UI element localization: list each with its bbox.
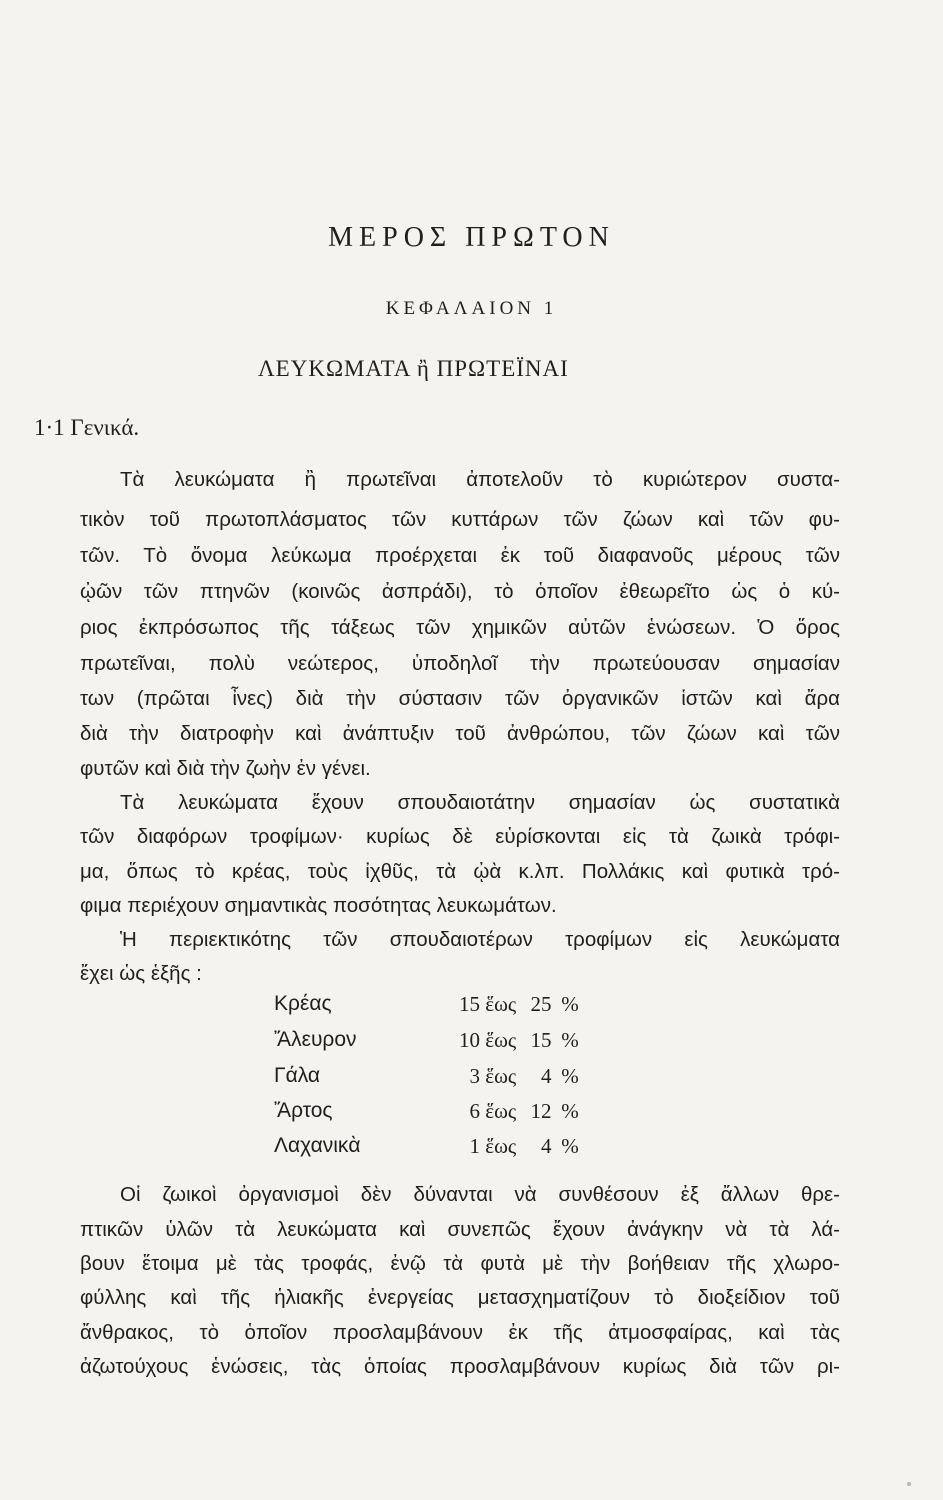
paragraph-line: ᾠῶν τῶν πτηνῶν (κοινῶς ἀσπράδι), τὸ ὁποῖον ἐθεωρεῖτο ὡς ὁ κύ- [80,580,840,603]
part-title: ΜΕΡΟΣ ΠΡΩΤΟΝ [328,222,615,253]
chapter-title: ΚΕΦΑΛΑΙΟΝ 1 [385,298,558,319]
range-from: 1 [469,1134,480,1158]
range-from: 15 [459,992,480,1016]
protein-range [450,1099,602,1124]
food-name: Γάλα [274,1064,321,1087]
paragraph-line: ἄνθρακος, τὸ ὁποῖον προσλαμβάνουν ἐκ τῆς ἀτμοσφαίρας, καὶ τὰς [80,1321,840,1344]
range-from: 3 [469,1064,480,1088]
range-connector: ἕως [485,1028,517,1052]
paragraph-line: Οἱ ζωικοὶ ὀργανισμοὶ δὲν δύνανται νὰ συνθέσουν ἐξ ἄλλων θρε- [120,1183,840,1206]
range-to: 15 [530,1028,552,1052]
paragraph-line: Τὰ λευκώματα ἢ πρωτεῖναι ἀποτελοῦν τὸ κυριώτερον συστα- [120,468,840,491]
paragraph-line: πρωτεῖναι, πολὺ νεώτερος, ὑποδηλοῖ τὴν πρωτεύουσαν σημασίαν [80,652,840,675]
food-name: Κρέας [274,992,332,1015]
paragraph-line: ἔχει ὡς ἑξῆς : [80,962,202,985]
table-row [274,1064,614,1096]
paragraph-line: φιμα περιέχουν σημαντικὰς ποσότητας λευκωμάτων. [80,894,557,917]
range-connector: ἕως [485,992,517,1016]
paragraph-line: τῶν διαφόρων τροφίμων· κυρίως δὲ εὑρίσκονται εἰς τὰ ζωικὰ τρόφι- [80,825,840,848]
section-heading: 1·1 Γενικά. [34,415,140,440]
print-speck [907,1482,911,1486]
table-row [274,1134,614,1166]
paragraph-line: Ἡ περιεκτικότης τῶν σπουδαιοτέρων τροφίμων εἰς λευκώματα [120,928,840,951]
paragraph-line: ἀζωτούχους ἑνώσεις, τὰς ὁποίας προσλαμβάνουν κυρίως διὰ τῶν ρι- [80,1355,840,1378]
topic-title: ΛΕΥΚΩΜΑΤΑ ἢ ΠΡΩΤΕΪΝΑΙ [258,356,569,381]
paragraph-line: τικὸν τοῦ πρωτοπλάσματος τῶν κυττάρων τῶν ζώων καὶ τῶν φυ- [80,508,840,531]
range-to: 12 [530,1099,552,1123]
range-connector: ἕως [485,1064,517,1088]
percent-sign: % [561,992,579,1016]
protein-range [450,1028,602,1053]
paragraph-line: πτικῶν ὑλῶν τὰ λευκώματα καὶ συνεπῶς ἔχουν ἀνάγκην νὰ τὰ λά- [80,1218,840,1241]
paragraph-line: μα, ὅπως τὸ κρέας, τοὺς ἰχθῦς, τὰ ᾠὰ κ.λπ. Πολλάκις καὶ φυτικὰ τρό- [80,860,840,883]
paragraph-line: ριος ἐκπρόσωπος τῆς τάξεως τῶν χημικῶν αὐτῶν ἑνώσεων. Ὁ ὅρος [80,616,840,639]
percent-sign: % [561,1099,579,1123]
table-row [274,992,614,1024]
range-from: 6 [469,1099,480,1123]
range-to: 4 [540,1064,552,1088]
range-to: 25 [530,992,552,1016]
food-name: Ἄλευρον [274,1028,357,1051]
range-from: 10 [459,1028,480,1052]
paragraph-line: Τὰ λευκώματα ἔχουν σπουδαιοτάτην σημασίαν ὡς συστατικὰ [120,791,840,814]
food-name: Ἄρτος [274,1099,333,1122]
protein-range [450,1134,602,1159]
table-row [274,1099,614,1131]
table-row [274,1028,614,1060]
paragraph-line: φύλλης καὶ τῆς ἡλιακῆς ἐνεργείας μετασχηματίζουν τὸ διοξείδιον τοῦ [80,1286,840,1309]
range-to: 4 [540,1134,552,1158]
protein-range [450,992,602,1017]
paragraph-line: τῶν. Τὸ ὄνομα λεύκωμα προέρχεται ἐκ τοῦ διαφανοῦς μέρους τῶν [80,544,840,567]
food-name: Λαχανικὰ [274,1134,361,1157]
protein-range [450,1064,602,1089]
percent-sign: % [561,1028,579,1052]
percent-sign: % [561,1134,579,1158]
paragraph-line: των (πρῶται ἶνες) διὰ τὴν σύστασιν τῶν ὀργανικῶν ἱστῶν καὶ ἄρα [80,687,840,710]
paragraph-line: διὰ τὴν διατροφὴν καὶ ἀνάπτυξιν τοῦ ἀνθρώπου, τῶν ζώων καὶ τῶν [80,722,840,745]
range-connector: ἕως [485,1134,517,1158]
paragraph-line: φυτῶν καὶ διὰ τὴν ζωὴν ἐν γένει. [80,757,371,780]
paragraph-line: βουν ἕτοιμα μὲ τὰς τροφάς, ἐνῷ τὰ φυτὰ μὲ τὴν βοήθειαν τῆς χλωρο- [80,1252,840,1275]
range-connector: ἕως [485,1099,517,1123]
percent-sign: % [561,1064,579,1088]
